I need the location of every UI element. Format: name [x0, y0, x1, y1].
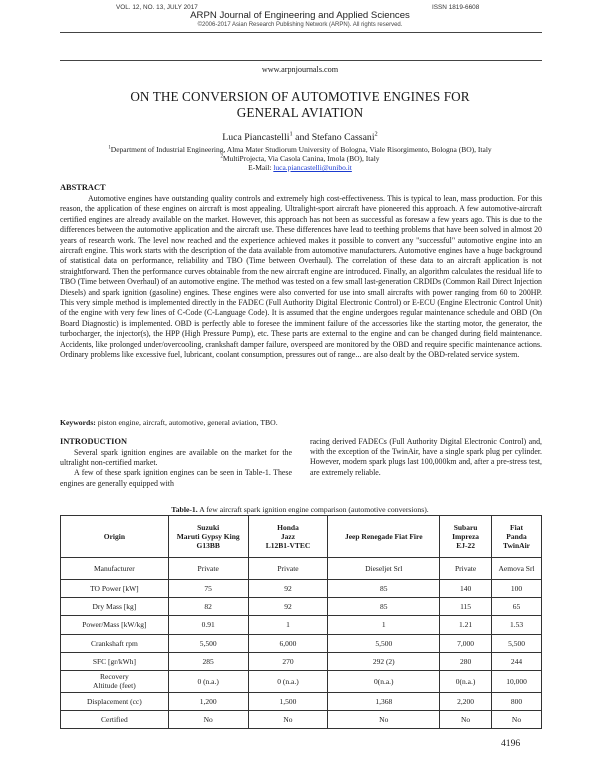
table-cell: 0.91 [168, 616, 248, 634]
journal-name: ARPN Journal of Engineering and Applied Sciences [190, 10, 410, 21]
table-row [61, 670, 542, 692]
author-affil-ref: 2 [374, 130, 378, 138]
table-row-label: Manufacturer [61, 558, 169, 580]
issn: ISSN 1819-6608 [432, 4, 480, 11]
table-cell: 75 [168, 580, 248, 598]
table-cell: 285 [168, 652, 248, 670]
table-cell: 92 [248, 580, 328, 598]
table-cell: 5,500 [328, 634, 440, 652]
abstract-body [60, 194, 542, 361]
affil-num: 1 [108, 145, 111, 151]
table-cell: 2,200 [440, 692, 492, 710]
author-separator: and [292, 132, 312, 143]
paper-title [100, 89, 500, 121]
intro-paragraph: Several spark ignition engines are available on the market for the ultralight non-certified market. [60, 448, 292, 468]
table-body [61, 558, 542, 729]
table-cell: Aemova Srl [492, 558, 542, 580]
table-cell: 1.21 [440, 616, 492, 634]
table-cell: 292 (2) [328, 652, 440, 670]
table-row [61, 616, 542, 634]
table-row-label: TO Power [kW] [61, 580, 169, 598]
table-cell: Dieseljet Srl [328, 558, 440, 580]
intro-paragraph: A few of these spark ignition engines can be seen in Table-1. These engines are generally equipped with [60, 468, 292, 488]
intro-column-left [60, 448, 292, 489]
table-cell: 5,500 [492, 634, 542, 652]
table-row [61, 652, 542, 670]
table-header-cell: Honda Jazz L12B1-VTEC [248, 516, 328, 558]
table-cell: 85 [328, 598, 440, 616]
table-caption [0, 505, 600, 514]
table-cell: 92 [248, 598, 328, 616]
table-caption-text: A few aircraft spark ignition engine comparison (automotive conversions). [197, 505, 429, 514]
introduction-heading: INTRODUCTION [60, 437, 128, 446]
table-cell: No [492, 711, 542, 729]
abstract-text: Automotive engines have outstanding quality controls and extremely high cost-effectiveness. This is typical to lean, mass production. For this reason, the application of these engines on aircraft is most appealing. Ultralight-sport aircraft have pioneered this approach. A few automotive-aircraft certified engines are already available on the market. However, this approach has not been as successful as foresaw a few years ago. This is due to the differences between the automotive application and the aircraft use. These differences have lead to teething problems that have been solved in almost 20 years of research work. The level now reached and the experience achieved makes it possible to convert any "successful" automotive engine into an aircraft engine. This work starts with the description of the data available from automotive manufacturers. Automotive engines have a huge background of statistical data on performance, reliability and TBO (Time between Overhaul). The correlation of these data to an aircraft application is not straightforward. Then the performance curves obtainable from the new aircraft engine are introduced. Finally, an algorithm calculates the residual life to TBO (Time between Overhaul) of an automotive engine. The method was tested on a few small last-generation CRDIDs (Common Rail Direct Injection Diesels) and spark ignition (gasoline) engines. These engines were also converted for use into small aircrafts with power ranging from 60 to 200HP. This very simple method is implemented directly in the FADEC (Full Authority Digital Electronic Control) or E-ECU (Engine Electronic Control Unit) of the engine with very few lines of C-Code (C-Language Code). It is assumed that the engine undergoes regular maintenance schedule and OBD (On Board Diagnostic) is implemented. OBD is perfectly able to foresee the imminent failure of the accessories like the starting motor, the generator, the turbocharger, the injector(s), the HPP (High Pressure Pump), etc. These parts are external to the engine and can be changed during field maintenance. Accidents, like prolonged under/overcooling, crankshaft damper failure, overspeed are monitored by the OBD and require specific maintenance actions. Ordinary problems like excessive fuel, lubricant, coolant consumption, pressures out of range... are also dealt by the OBD-related service system. [60, 194, 542, 360]
author-list [0, 132, 600, 143]
journal-header [0, 0, 600, 60]
table-cell: No [248, 711, 328, 729]
abstract-heading: ABSTRACT [60, 183, 106, 192]
table-header-cell: Suzuki Maruti Gypsy King G13BB [168, 516, 248, 558]
table-cell: Private [168, 558, 248, 580]
table-header-cell: Subaru Impreza EJ-22 [440, 516, 492, 558]
table-cell: 1,200 [168, 692, 248, 710]
table-cell: 6,000 [248, 634, 328, 652]
table-cell: Private [248, 558, 328, 580]
page-number: 4196 [501, 738, 521, 749]
table-cell: 100 [492, 580, 542, 598]
keywords-label: Keywords: [60, 418, 98, 427]
table-cell: 82 [168, 598, 248, 616]
table-caption-label: Table-1. [171, 505, 198, 514]
table-cell: 1,368 [328, 692, 440, 710]
table-row-label: Dry Mass [kg] [61, 598, 169, 616]
journal-url: www.arpnjournals.com [261, 65, 339, 74]
table-row-label: Crankshaft rpm [61, 634, 169, 652]
title-line-2: GENERAL AVIATION [236, 105, 364, 120]
table-row [61, 558, 542, 580]
table-cell: 1 [328, 616, 440, 634]
keywords [60, 418, 542, 427]
header-rule-bottom [60, 60, 542, 61]
table-header-cell: Fiat Panda TwinAir [492, 516, 542, 558]
table-row [61, 692, 542, 710]
author-name: Stefano Cassani [311, 132, 375, 143]
table-row-label: SFC [gr/kWh] [61, 652, 169, 670]
copyright-line: ©2006-2017 Asian Research Publishing Network (ARPN). All rights reserved. [197, 22, 403, 28]
table-cell: 7,000 [440, 634, 492, 652]
contact-email [0, 163, 600, 173]
table-cell: 65 [492, 598, 542, 616]
table-row-label: Displacement (cc) [61, 692, 169, 710]
table-row-label: Recovery Altitude (feet) [61, 670, 169, 692]
table-row [61, 598, 542, 616]
intro-column-right [310, 437, 542, 478]
table-cell: 0 (n.a.) [168, 670, 248, 692]
author-affil-ref: 1 [289, 130, 293, 138]
table-cell: 280 [440, 652, 492, 670]
table-cell: 1,500 [248, 692, 328, 710]
engine-comparison-table [60, 515, 542, 729]
table-cell: 0(n.a.) [440, 670, 492, 692]
table-cell: 0 (n.a.) [248, 670, 328, 692]
table-cell: 1.53 [492, 616, 542, 634]
table-cell: No [328, 711, 440, 729]
volume-info: VOL. 12, NO. 13, JULY 2017 [116, 4, 198, 11]
table-cell: Private [440, 558, 492, 580]
table-cell: 140 [440, 580, 492, 598]
table-cell: 0(n.a.) [328, 670, 440, 692]
keywords-text: piston engine, aircraft, automotive, general aviation, TBO. [97, 418, 278, 427]
table-row-label: Certified [61, 711, 169, 729]
email-label: E-Mail: [248, 163, 274, 172]
table-cell: 5,500 [168, 634, 248, 652]
table-row [61, 634, 542, 652]
email-link[interactable]: luca.piancastelli@unibo.it [273, 163, 352, 172]
author-name: Luca Piancastelli [222, 132, 290, 143]
table-cell: 85 [328, 580, 440, 598]
affil-text: Department of Industrial Engineering, Alma Mater Studiorum University of Bologna, Viale Risorgimento, Bologna (BO), Italy [110, 145, 492, 154]
affil-text: MultiProjecta, Via Casola Canina, Imola (BO), Italy [222, 154, 380, 163]
affil-num: 2 [220, 154, 223, 160]
table-header-cell: Jeep Renegade Fiat Fire [328, 516, 440, 558]
intro-paragraph: racing derived FADECs (Full Authority Digital Electronic Control) and, with the exception of the TwinAir, have a single spark plug per cylinder. However, modern spark plugs last 100,000km and, after a pre-stress test, are extremely reliable. [310, 437, 542, 477]
table-cell: 800 [492, 692, 542, 710]
table-cell: 270 [248, 652, 328, 670]
table-cell: 115 [440, 598, 492, 616]
table-header-row [61, 516, 542, 558]
table-row [61, 711, 542, 729]
table-cell: 244 [492, 652, 542, 670]
header-rule-top [60, 32, 542, 33]
table-cell: 10,000 [492, 670, 542, 692]
title-line-1: ON THE CONVERSION OF AUTOMOTIVE ENGINES FOR [130, 89, 470, 104]
table-cell: No [168, 711, 248, 729]
table-row [61, 580, 542, 598]
table-header-cell: Origin [61, 516, 169, 558]
table-row-label: Power/Mass [kW/kg] [61, 616, 169, 634]
table-cell: No [440, 711, 492, 729]
table-cell: 1 [248, 616, 328, 634]
